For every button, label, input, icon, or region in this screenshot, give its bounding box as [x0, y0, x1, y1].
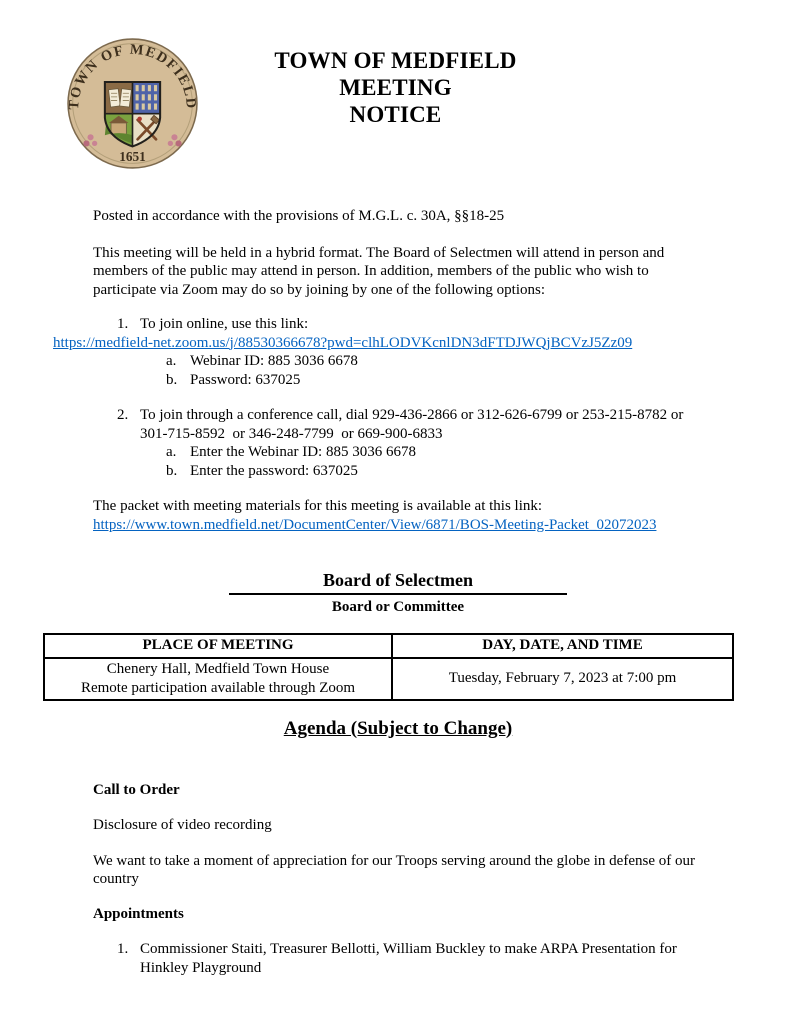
call-to-order: Call to Order: [93, 781, 180, 798]
option-1-sub-b: [93, 371, 703, 390]
datetime-header: DAY, DATE, AND TIME: [392, 634, 733, 658]
seal-year: 1651: [119, 148, 146, 164]
table-header-row: [44, 634, 733, 658]
packet-statement: The packet with meeting materials for this meeting is available at this link:: [93, 498, 543, 514]
place-cell: [44, 658, 392, 700]
list-number: 1.: [117, 316, 129, 332]
password: Password: 637025: [190, 371, 301, 388]
list-letter: b.: [166, 462, 178, 479]
title-line-2: MEETING: [339, 75, 452, 100]
disclosure-item: Disclosure of video recording: [93, 817, 272, 833]
list-letter: a.: [166, 353, 177, 369]
option-1-sub-a: [93, 352, 703, 371]
town-seal-icon: [66, 37, 199, 170]
join-option-1: [93, 315, 703, 334]
list-number: 2.: [117, 407, 129, 423]
meeting-packet-link[interactable]: https://www.town.medfield.net/DocumentCenter/View/6871/BOS-Meeting-Packet_02072023: [93, 516, 657, 533]
board-name: Board of Selectmen: [229, 570, 567, 595]
troops-appreciation: We want to take a moment of appreciation for our Troops serving around the globe in defense of our country: [93, 852, 695, 887]
join-option-2: [93, 406, 703, 443]
seal-ring-text: TOWN OF MEDFIELD: [66, 41, 199, 111]
table-data-row: [44, 658, 733, 700]
list-letter: a.: [166, 444, 177, 460]
appointment-1-text: Commissioner Staiti, Treasurer Bellotti, William Buckley to make ARPA Presentation for Hinkley Playground: [140, 941, 681, 976]
title-line-1: TOWN OF MEDFIELD: [274, 48, 517, 73]
board-caption: Board or Committee: [331, 599, 465, 615]
enter-webinar-id: Enter the Webinar ID: 885 3036 6678: [190, 444, 416, 460]
place-line-1: Chenery Hall, Medfield Town House: [106, 661, 330, 677]
place-header: PLACE OF MEETING: [44, 634, 392, 658]
packet-link-line: [93, 516, 703, 535]
list-letter: b.: [166, 371, 178, 388]
posted-statement: Posted in accordance with the provisions of M.G.L. c. 30A, §§18-25: [93, 208, 505, 224]
title-line-3: NOTICE: [349, 102, 442, 127]
place-line-2: Remote participation available through Zoom: [80, 679, 356, 696]
appointments-heading: Appointments: [93, 905, 184, 922]
join-option-1-text: To join online, use this link:: [140, 316, 309, 332]
option-2-sub-a: [93, 443, 703, 462]
webinar-id: Webinar ID: 885 3036 6678: [190, 353, 358, 369]
zoom-link-line: [53, 334, 703, 353]
notice-header: [0, 0, 791, 170]
zoom-meeting-link[interactable]: https://medfield-net.zoom.us/j/88530366678?pwd=clhLODVKcnlDN3dFTDJWQjBCVzJ5Zz09: [53, 334, 633, 351]
datetime-cell: Tuesday, February 7, 2023 at 7:00 pm: [392, 658, 733, 700]
appointment-item-1: [93, 940, 703, 977]
join-option-2-text: To join through a conference call, dial 929-436-2866 or 312-626-6799 or 253-215-8782 or 301-715-8592 or 346-248-7799 or 669-900-6833: [140, 407, 688, 442]
agenda-heading: Agenda (Subject to Change): [283, 717, 513, 739]
list-number: 1.: [117, 941, 129, 957]
meeting-info-table: [43, 633, 734, 701]
option-2-sub-b: [93, 462, 703, 481]
hybrid-format-paragraph: This meeting will be held in a hybrid format. The Board of Selectmen will attend in person and members of the public may attend in person. In addition, members of the public who wish to participate via Zoom may do so by joining by one of the following options:: [93, 244, 665, 298]
enter-password: Enter the password: 637025: [190, 462, 358, 479]
